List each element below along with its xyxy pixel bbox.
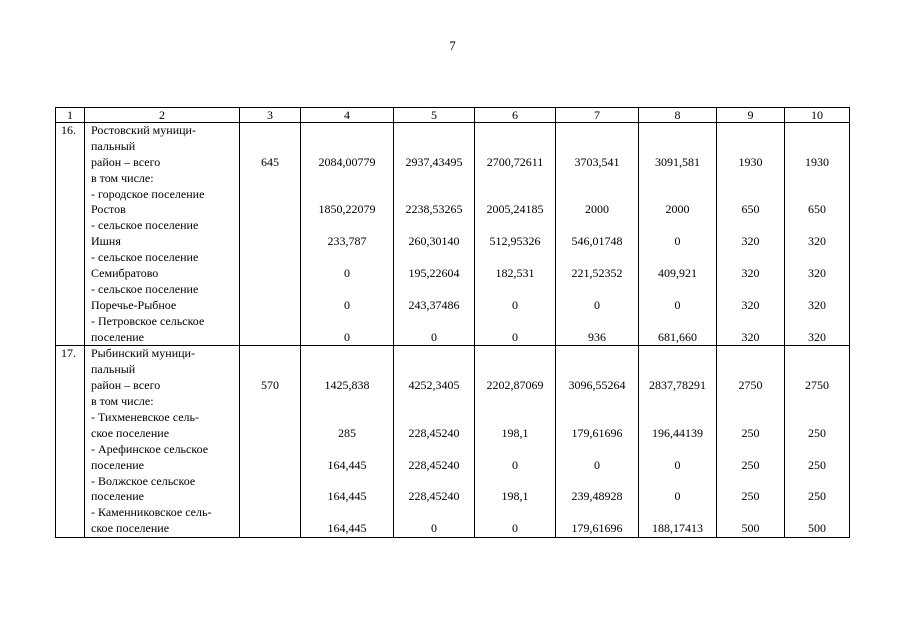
row-name-line: Ростовский муници- [91,123,196,137]
value-spacer [475,250,555,266]
value: 164,445 [327,489,367,504]
value-spacer [394,218,474,234]
value-spacer [301,250,393,266]
value: 320 [741,297,760,312]
value: 0 [674,297,681,312]
value: 2837,78291 [649,378,706,393]
value-spacer [394,282,474,298]
value-spacer [556,442,638,458]
value: 221,52352 [571,266,623,281]
value-spacer [717,346,784,362]
value: 233,787 [327,234,367,249]
value: 164,445 [327,521,367,536]
value-cell [639,123,717,346]
value-spacer [639,394,716,410]
value-cell [301,346,394,538]
value-spacer [556,282,638,298]
value: 2202,87069 [486,378,544,393]
value-spacer [240,282,300,298]
value-spacer [475,442,555,458]
value-cell [556,346,639,538]
value-spacer [639,474,716,490]
value-cell [394,346,475,538]
value-spacer [717,139,784,155]
row-name-line: в том числе: [91,394,154,409]
value-cell [301,123,394,346]
value: 164,445 [327,457,367,472]
value-spacer [475,282,555,298]
value: 2005,24185 [486,202,544,217]
value [240,234,300,250]
page-number: 7 [449,38,456,53]
column-header: 3 [240,108,301,123]
value-spacer [301,394,393,410]
budget-table [55,107,850,538]
value-spacer [785,346,849,362]
row-name-line: - городское поселение [91,186,205,201]
value-spacer [639,410,716,426]
value [240,330,300,346]
value: 2937,43495 [405,154,463,169]
row-name-cell [85,346,240,538]
value [240,298,300,314]
value-spacer [240,139,300,155]
value-cell [717,346,785,538]
value [240,202,300,218]
value-spacer [717,250,784,266]
value: 179,61696 [571,521,623,536]
value: 0 [344,329,350,344]
value-spacer [639,314,716,330]
value-spacer [639,362,716,378]
column-header-row [56,108,850,123]
value: 0 [512,297,518,312]
value-spacer [301,474,393,490]
value-spacer [301,314,393,330]
value: 409,921 [658,266,697,281]
row-name-line: в том числе: [91,170,154,185]
row-name-line: район – всего [91,378,161,393]
value: 0 [594,297,600,312]
value: 0 [674,234,681,249]
value-spacer [240,123,300,139]
value-spacer [639,187,716,203]
value-cell [475,123,556,346]
value-spacer [717,187,784,203]
value: 320 [741,234,760,249]
value: 0 [344,297,350,312]
value: 650 [741,202,760,217]
value-spacer [475,187,555,203]
table-row [56,123,850,346]
value: 228,45240 [408,457,460,472]
value: 243,37486 [408,297,460,312]
value: 228,45240 [408,489,460,504]
row-name-line: ское поселение [91,521,170,536]
value-cell [475,346,556,538]
column-header: 7 [556,108,639,123]
value-spacer [717,171,784,187]
value-spacer [394,346,474,362]
value-spacer [556,187,638,203]
value: 195,22604 [408,266,460,281]
row-name-line: - Волжское сельское [91,473,196,488]
row-name-line: - Петровское сельское [91,313,205,328]
value-spacer [240,362,300,378]
value-spacer [475,362,555,378]
value: 570 [261,378,279,393]
value: 2700,72611 [486,154,544,169]
value: 546,01748 [571,234,623,249]
value: 500 [808,521,826,536]
value-spacer [785,171,849,187]
row-number: 17. [61,346,76,361]
value: 3091,581 [655,154,700,169]
row-name-cell [85,123,240,346]
value: 1930 [805,154,829,169]
column-header: 4 [301,108,394,123]
value: 681,660 [658,329,697,344]
value [240,266,300,282]
value [240,458,300,474]
row-name-line: Рыбинский муници- [91,346,195,361]
value-cell [785,123,850,346]
value: 4252,3405 [408,378,460,393]
value-spacer [301,362,393,378]
value-spacer [785,394,849,410]
value-spacer [301,171,393,187]
value-spacer [475,139,555,155]
value-spacer [240,442,300,458]
value-spacer [717,410,784,426]
row-name-line: поселение [91,489,145,504]
table-row [56,346,850,538]
value-spacer [240,505,300,521]
value-spacer [394,123,474,139]
value-spacer [785,442,849,458]
row-name-line: пальный [91,362,136,377]
value-spacer [394,171,474,187]
value-spacer [240,394,300,410]
value: 2000 [665,202,690,217]
value-spacer [556,410,638,426]
row-name-line: поселение [91,457,145,472]
value: 198,1 [501,489,529,504]
value-spacer [785,314,849,330]
value: 285 [338,425,356,440]
value-cell [394,123,475,346]
value-spacer [717,505,784,521]
value: 250 [808,425,826,440]
value: 320 [808,266,826,281]
row-name-line: - Тихменевское сель- [91,410,199,425]
value: 0 [594,457,600,472]
value: 512,95326 [489,234,541,249]
value-spacer [556,314,638,330]
value-spacer [717,442,784,458]
value: 645 [261,154,279,169]
value: 650 [808,202,826,217]
value-cell [556,123,639,346]
column-header: 1 [56,108,85,123]
column-header: 9 [717,108,785,123]
value: 3096,55264 [568,378,626,393]
value-spacer [717,123,784,139]
value: 0 [512,521,518,536]
value-spacer [301,410,393,426]
row-number: 16. [61,123,76,137]
value-spacer [240,171,300,187]
row-name-line: пальный [91,138,136,153]
row-number-cell [56,346,85,538]
value-spacer [785,505,849,521]
value-spacer [394,410,474,426]
value-spacer [394,442,474,458]
value-spacer [475,410,555,426]
value-spacer [556,123,638,139]
value: 228,45240 [408,425,460,440]
column-header: 10 [785,108,850,123]
row-number-cell [56,123,85,346]
value-spacer [785,187,849,203]
value-spacer [240,346,300,362]
value: 250 [808,489,826,504]
row-name-line: поселение [91,329,145,344]
value-spacer [785,410,849,426]
value-spacer [717,314,784,330]
value-spacer [639,139,716,155]
value-spacer [475,314,555,330]
value: 1930 [738,154,763,169]
value-spacer [475,218,555,234]
value: 936 [588,329,606,344]
value: 1425,838 [324,378,370,393]
value-spacer [301,282,393,298]
value-spacer [556,394,638,410]
value-spacer [301,123,393,139]
row-name-line: Поречье-Рыбное [91,297,177,312]
row-name-line: Ростов [91,202,126,217]
value-spacer [475,346,555,362]
row-name-line: Ишня [91,234,121,249]
value: 260,30140 [408,234,460,249]
value-spacer [475,171,555,187]
value: 320 [808,329,826,344]
value-spacer [301,442,393,458]
value: 320 [741,329,760,344]
value-cell [240,346,301,538]
value-spacer [639,282,716,298]
value-spacer [639,171,716,187]
value: 0 [512,457,518,472]
value: 2238,53265 [405,202,463,217]
value: 0 [674,457,681,472]
value-spacer [240,410,300,426]
value-spacer [556,362,638,378]
row-name-line: - Арефинское сельское [91,441,209,456]
value-spacer [394,505,474,521]
value-spacer [556,250,638,266]
value-spacer [717,362,784,378]
value-spacer [475,394,555,410]
value-spacer [556,474,638,490]
value: 2000 [585,202,609,217]
value-spacer [785,362,849,378]
value: 250 [741,425,760,440]
value: 188,17413 [652,521,703,536]
value: 239,48928 [571,489,623,504]
value-cell [240,123,301,346]
value: 1850,22079 [318,202,376,217]
value: 179,61696 [571,425,623,440]
value-spacer [785,282,849,298]
value: 2750 [738,378,763,393]
value-spacer [556,346,638,362]
value-spacer [301,187,393,203]
value: 2750 [805,378,829,393]
value-spacer [301,139,393,155]
column-header: 2 [85,108,240,123]
value-spacer [475,505,555,521]
value-cell [717,123,785,346]
row-name-line: район – всего [91,154,161,169]
value: 0 [512,329,518,344]
row-name-line: Семибратово [91,266,159,281]
row-name-line: ское поселение [91,425,170,440]
value-spacer [394,187,474,203]
value-spacer [717,282,784,298]
value-spacer [301,346,393,362]
value-spacer [394,362,474,378]
column-header: 8 [639,108,717,123]
value-spacer [785,123,849,139]
value-spacer [240,218,300,234]
value-cell [785,346,850,538]
value-spacer [639,250,716,266]
value-spacer [394,250,474,266]
value-spacer [639,442,716,458]
value: 0 [431,521,437,536]
row-name-line: - сельское поселение [91,218,199,233]
value: 196,44139 [652,425,703,440]
value-spacer [240,314,300,330]
value: 250 [741,489,760,504]
value-spacer [556,505,638,521]
value-spacer [785,139,849,155]
value: 2084,00779 [318,154,376,169]
value-spacer [394,314,474,330]
value-spacer [717,218,784,234]
value-spacer [785,218,849,234]
value-spacer [475,474,555,490]
value [240,426,300,442]
value-spacer [301,218,393,234]
value-spacer [301,505,393,521]
value: 320 [741,266,760,281]
value: 320 [808,297,826,312]
value-spacer [785,474,849,490]
value-spacer [240,187,300,203]
value-spacer [556,218,638,234]
value: 0 [674,489,681,504]
value: 500 [741,521,760,536]
value-cell [639,346,717,538]
column-header: 5 [394,108,475,123]
value: 320 [808,234,826,249]
row-name-line: - Каменниковское сель- [91,505,212,520]
value [240,521,300,537]
value-spacer [394,139,474,155]
value: 3703,541 [574,154,620,169]
value-spacer [556,171,638,187]
value: 250 [741,457,760,472]
value-spacer [785,250,849,266]
value-spacer [639,505,716,521]
column-header: 6 [475,108,556,123]
value-spacer [475,123,555,139]
value-spacer [240,474,300,490]
value-spacer [717,474,784,490]
value: 250 [808,457,826,472]
value: 182,531 [495,266,535,281]
value-spacer [717,394,784,410]
value-spacer [556,139,638,155]
row-name-line: - сельское поселение [91,281,199,296]
value-spacer [639,123,716,139]
value [240,489,300,505]
value-spacer [394,474,474,490]
value: 0 [344,266,350,281]
table-body [56,108,850,538]
value: 198,1 [501,425,529,440]
value-spacer [639,346,716,362]
value: 0 [431,329,437,344]
value-spacer [240,250,300,266]
value-spacer [394,394,474,410]
row-name-line: - сельское поселение [91,250,199,265]
value-spacer [639,218,716,234]
